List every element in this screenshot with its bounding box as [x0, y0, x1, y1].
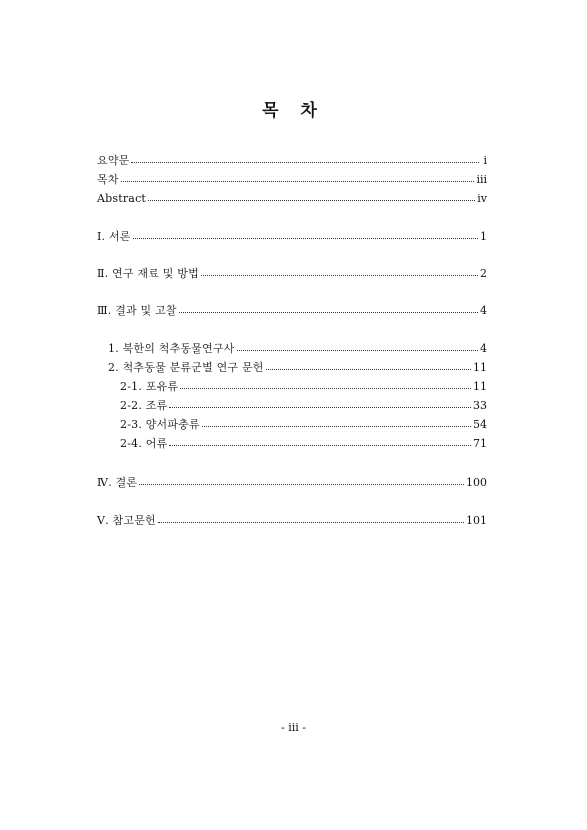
toc-entry-methods[interactable] [97, 265, 487, 281]
toc-entry-page: 1 [480, 229, 487, 243]
toc-entry-label: Ⅴ. 참고문헌 [97, 514, 156, 527]
leader-dots [266, 369, 471, 370]
toc-entry-label: Ⅰ. 서론 [97, 230, 131, 243]
toc-entry-page: 2 [480, 266, 487, 280]
toc-entry-page: 4 [480, 341, 487, 355]
toc-entry-label: 2. 척추동물 분류군별 연구 문헌 [108, 361, 264, 374]
toc-entry-results[interactable] [97, 302, 487, 318]
toc-entry-label: 요약문 [97, 154, 130, 167]
leader-dots [131, 162, 479, 163]
toc-entry-label: 2-3. 양서파충류 [120, 418, 200, 431]
toc-entry-summary[interactable] [97, 152, 487, 168]
toc-entry-contents[interactable] [97, 171, 487, 187]
toc-entry-label: Ⅱ. 연구 재료 및 방법 [97, 267, 199, 280]
toc-entry-amphibians-reptiles[interactable] [120, 416, 487, 432]
toc-entry-page: 100 [466, 475, 487, 489]
toc-entry-birds[interactable] [120, 397, 487, 413]
leader-dots [169, 445, 471, 446]
toc-entry-literature[interactable] [108, 359, 487, 375]
toc-entry-label: Abstract [97, 191, 147, 205]
toc-entry-page: 33 [473, 398, 487, 412]
toc-entry-page: 101 [466, 513, 487, 527]
toc-entry-label: Ⅲ. 결과 및 고찰 [97, 304, 177, 317]
toc-title: 목 차 [262, 101, 325, 121]
toc-entry-abstract[interactable] [97, 190, 487, 206]
leader-dots [139, 484, 464, 485]
toc-entry-page: 11 [473, 360, 487, 374]
toc-entry-page: 11 [473, 379, 487, 393]
toc-entry-introduction[interactable] [97, 228, 487, 244]
leader-dots [237, 350, 478, 351]
leader-dots [169, 407, 471, 408]
toc-entry-page: 71 [473, 436, 487, 450]
toc-entry-page: 54 [473, 417, 487, 431]
leader-dots [133, 238, 478, 239]
leader-dots [202, 426, 471, 427]
leader-dots [180, 388, 471, 389]
page-number-footer: - iii - [281, 721, 306, 734]
toc-entry-label: 목차 [97, 173, 119, 186]
leader-dots [201, 275, 478, 276]
toc-entry-page: iv [477, 191, 487, 205]
toc-entry-page: 4 [480, 303, 487, 317]
toc-entry-history[interactable] [108, 340, 487, 356]
toc-entry-label: 2-4. 어류 [120, 437, 168, 450]
toc-entry-page: i [483, 153, 487, 167]
toc-entry-references[interactable] [97, 512, 487, 528]
toc-entry-page: iii [476, 172, 487, 186]
leader-dots [148, 200, 475, 201]
toc-entry-label: 2-1. 포유류 [120, 380, 179, 393]
leader-dots [121, 181, 475, 182]
toc-entry-label: Ⅳ. 결론 [97, 476, 138, 489]
leader-dots [158, 522, 464, 523]
toc-entry-label: 2-2. 조류 [120, 399, 168, 412]
toc-entry-fishes[interactable] [120, 435, 487, 451]
toc-entry-label: 1. 북한의 척추동물연구사 [108, 342, 235, 355]
leader-dots [179, 312, 478, 313]
toc-entry-conclusion[interactable] [97, 474, 487, 490]
toc-entry-mammals[interactable] [120, 378, 487, 394]
